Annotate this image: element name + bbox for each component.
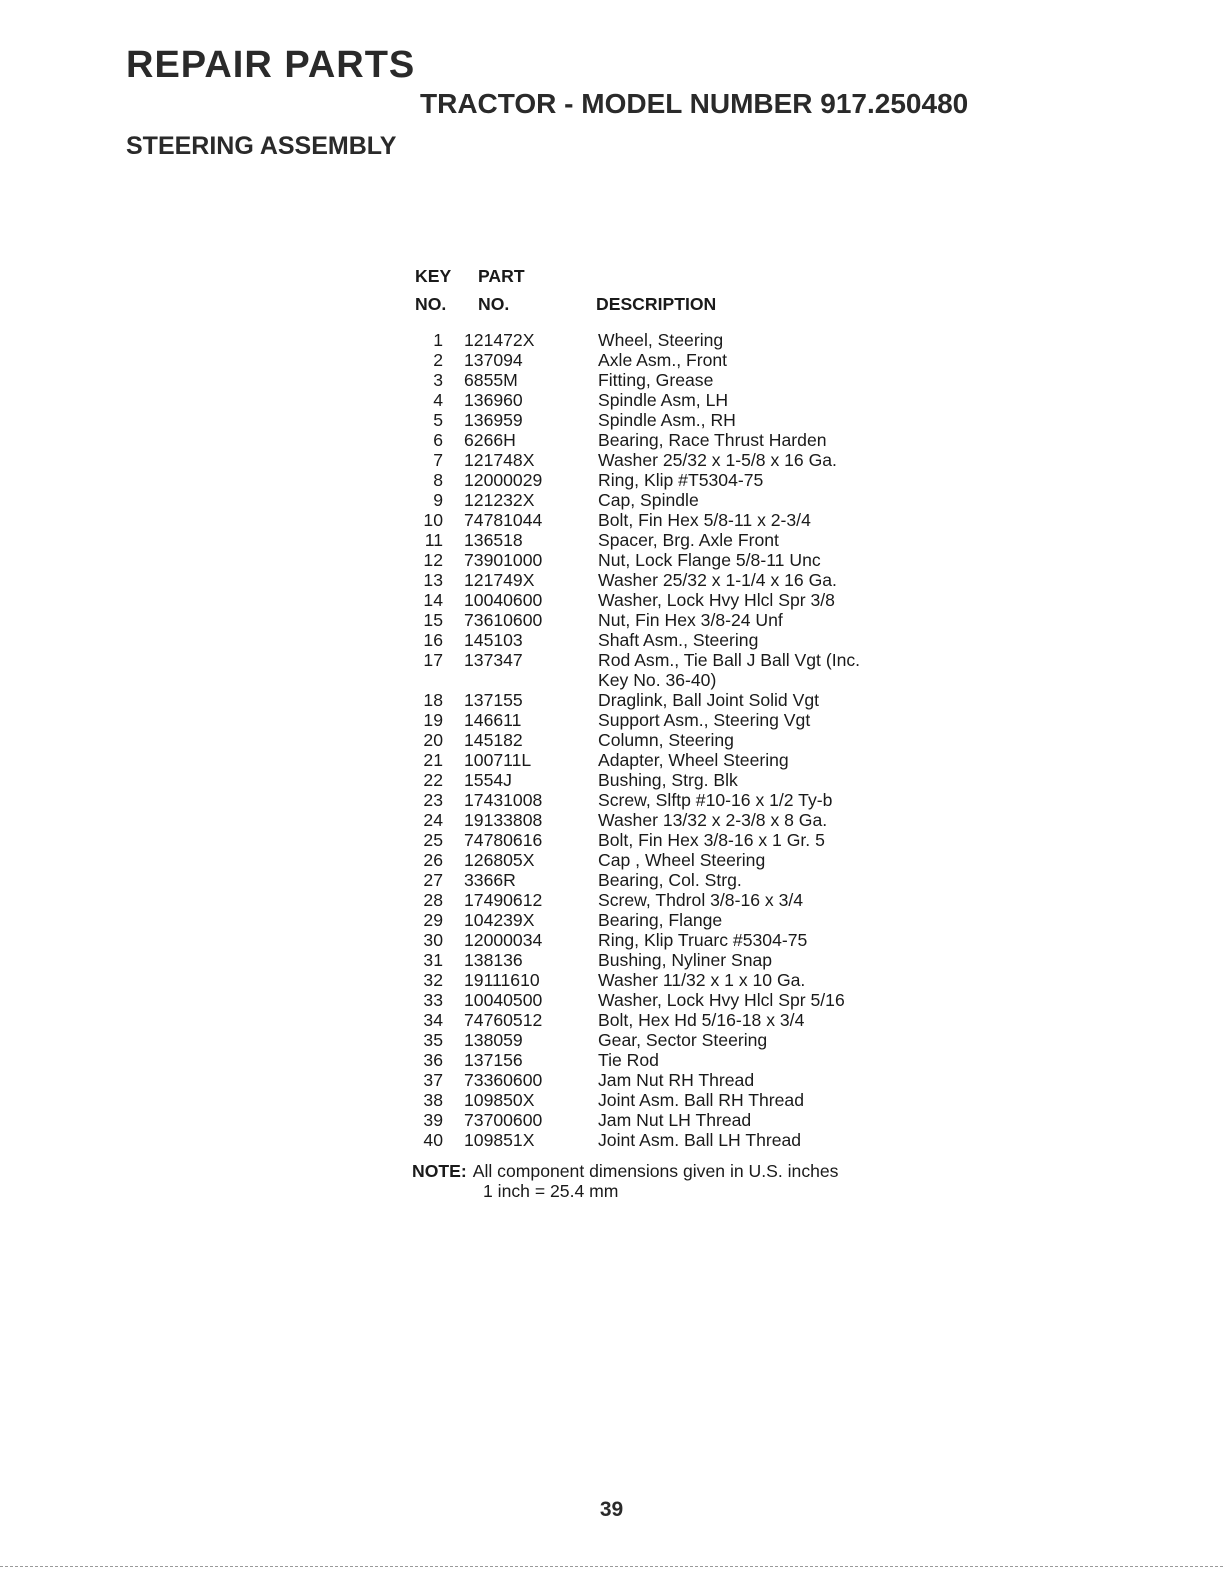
part-description [598,370,935,390]
part-number: 121748X [464,450,535,470]
part-number: 138136 [464,950,523,970]
part-description-line: Bushing, Nyliner Snap [598,950,773,970]
table-row [415,690,935,710]
key-number: 34 [423,1010,443,1030]
key-number: 26 [423,850,443,870]
part-description-line: Nut, Fin Hex 3/8-24 Unf [598,610,783,630]
part-description [598,710,935,730]
part-description [598,890,935,910]
table-row [415,630,935,650]
key-number: 33 [423,990,443,1010]
key-number: 19 [423,710,443,730]
part-description [598,1070,935,1090]
table-row [415,390,935,410]
key-number: 17 [423,650,443,670]
part-number: 104239X [464,910,535,930]
part-description-line: Jam Nut LH Thread [598,1110,752,1130]
table-row [415,890,935,910]
parts-table [415,266,935,1150]
part-number: 10040500 [464,990,543,1010]
key-number: 37 [423,1070,443,1090]
table-row [415,830,935,850]
table-row [415,370,935,390]
part-description [598,550,935,570]
part-description [598,770,935,790]
part-description-line: Nut, Lock Flange 5/8-11 Unc [598,550,821,570]
key-number: 27 [423,870,443,890]
page-number: 39 [599,1498,624,1521]
part-number: 136518 [464,530,523,550]
part-description-line: Fitting, Grease [598,370,714,390]
part-number: 1554J [464,770,512,790]
model-heading: TRACTOR - MODEL NUMBER 917.250480 [420,88,969,119]
key-number: 29 [423,910,443,930]
part-number: 121749X [464,570,535,590]
part-description-line: Ring, Klip #T5304-75 [598,470,764,490]
key-number: 35 [423,1030,443,1050]
key-number: 38 [423,1090,443,1110]
key-no-header-line1: KEY [415,266,452,286]
description-header: DESCRIPTION [596,294,717,314]
part-number: 10040600 [464,590,543,610]
part-description-line: Column, Steering [598,730,734,750]
part-description [598,510,935,530]
key-no-header-line2: NO. [415,294,447,314]
part-number: 73700600 [464,1110,543,1130]
part-description-continuation: Key No. 36-40) [598,670,717,690]
key-number: 31 [423,950,443,970]
table-body [415,330,935,1150]
part-number: 74760512 [464,1010,543,1030]
part-number: 137155 [464,690,523,710]
part-description [598,810,935,830]
part-description-line: Screw, Slftp #10-16 x 1/2 Ty-b [598,790,833,810]
part-description-line: Bolt, Fin Hex 5/8-11 x 2-3/4 [598,510,811,530]
table-row [415,930,935,950]
key-number: 21 [423,750,443,770]
table-row [415,1110,935,1130]
table-row [415,910,935,930]
part-description [598,850,935,870]
table-row [415,510,935,530]
note-line2: 1 inch = 25.4 mm [483,1181,619,1201]
part-description-line: Cap, Spindle [598,490,699,510]
part-description-line: Washer 25/32 x 1-5/8 x 16 Ga. [598,450,837,470]
note-label: NOTE: [412,1161,467,1181]
part-description [598,930,935,950]
key-number: 39 [423,1110,443,1130]
table-row [415,750,935,770]
part-description [598,410,935,430]
table-row [415,430,935,450]
part-description-line: Washer 13/32 x 2-3/8 x 8 Ga. [598,810,828,830]
key-number: 5 [433,410,443,430]
table-row [415,330,935,350]
part-number: 6266H [464,430,516,450]
key-number: 2 [433,350,443,370]
table-row [415,850,935,870]
part-description-line: Washer, Lock Hvy Hlcl Spr 5/16 [598,990,845,1010]
key-number: 6 [433,430,443,450]
part-description [598,1130,935,1150]
table-row [415,1130,935,1150]
part-description-line: Bolt, Hex Hd 5/16-18 x 3/4 [598,1010,805,1030]
key-number: 20 [423,730,443,750]
table-row [415,710,935,730]
part-description-line: Gear, Sector Steering [598,1030,768,1050]
part-description-line: Joint Asm. Ball RH Thread [598,1090,804,1110]
key-number: 13 [423,570,443,590]
part-description [598,650,935,690]
part-number: 137156 [464,1050,523,1070]
part-number: 136960 [464,390,523,410]
part-number: 138059 [464,1030,523,1050]
part-description-line: Shaft Asm., Steering [598,630,759,650]
part-no-header-line2: NO. [478,294,510,314]
bottom-divider [0,1566,1223,1567]
table-row [415,770,935,790]
part-description [598,430,935,450]
part-description-line: Wheel, Steering [598,330,724,350]
part-number: 6855M [464,370,518,390]
part-description-line: Ring, Klip Truarc #5304-75 [598,930,808,950]
key-number: 30 [423,930,443,950]
part-description [598,910,935,930]
key-number: 25 [423,830,443,850]
part-description-line: Support Asm., Steering Vgt [598,710,811,730]
part-number: 145182 [464,730,523,750]
part-description [598,570,935,590]
key-number: 7 [433,450,443,470]
part-description-line: Bearing, Flange [598,910,723,930]
part-description-line: Washer, Lock Hvy Hlcl Spr 3/8 [598,590,835,610]
part-number: 121472X [464,330,535,350]
table-row [415,870,935,890]
part-number: 12000029 [464,470,543,490]
table-row [415,470,935,490]
part-no-header-line1: PART [478,266,525,286]
part-description-line: Screw, Thdrol 3/8-16 x 3/4 [598,890,804,910]
part-description [598,790,935,810]
table-row [415,1030,935,1050]
table-row [415,490,935,510]
part-description [598,630,935,650]
part-description-line: Washer 25/32 x 1-1/4 x 16 Ga. [598,570,837,590]
part-description [598,830,935,850]
part-number: 126805X [464,850,535,870]
note-line1: All component dimensions given in U.S. inches [472,1161,839,1181]
section-heading: STEERING ASSEMBLY [126,132,397,160]
part-description [598,1050,935,1070]
key-number: 28 [423,890,443,910]
table-row [415,790,935,810]
table-row [415,350,935,370]
part-description-line: Tie Rod [598,1050,659,1070]
part-description [598,530,935,550]
part-description-line: Bearing, Col. Strg. [598,870,742,890]
table-row [415,810,935,830]
part-number: 136959 [464,410,523,430]
part-number: 121232X [464,490,535,510]
key-number: 9 [433,490,443,510]
part-description [598,390,935,410]
table-row [415,590,935,610]
note [412,1161,838,1201]
key-number: 18 [423,690,443,710]
part-number: 74781044 [464,510,543,530]
part-number: 146611 [464,710,522,730]
part-number: 19111610 [464,970,540,990]
part-number: 109851X [464,1130,535,1150]
part-number: 19133808 [464,810,543,830]
table-header [415,266,935,322]
key-number: 3 [433,370,443,390]
key-number: 12 [423,550,443,570]
part-number: 73360600 [464,1070,543,1090]
part-description [598,490,935,510]
part-description-line: Spacer, Brg. Axle Front [598,530,779,550]
key-number: 1 [433,330,443,350]
part-description [598,330,935,350]
table-row [415,1070,935,1090]
part-description [598,1030,935,1050]
part-description [598,610,935,630]
key-number: 4 [433,390,443,410]
key-number: 10 [423,510,443,530]
key-number: 11 [424,530,443,550]
part-description [598,970,935,990]
key-number: 8 [433,470,443,490]
table-row [415,990,935,1010]
part-number: 74780616 [464,830,543,850]
key-number: 32 [423,970,443,990]
part-description [598,950,935,970]
part-description [598,590,935,610]
key-number: 15 [423,610,443,630]
table-row [415,610,935,630]
key-number: 14 [423,590,443,610]
table-row [415,550,935,570]
part-description [598,1010,935,1030]
part-number: 12000034 [464,930,543,950]
part-description-line: Axle Asm., Front [598,350,728,370]
key-number: 36 [423,1050,443,1070]
part-description [598,470,935,490]
part-number: 137347 [464,650,523,670]
part-description-line: Cap , Wheel Steering [598,850,766,870]
part-description [598,450,935,470]
part-description-line: Rod Asm., Tie Ball J Ball Vgt (Inc. [598,650,861,670]
part-description [598,1090,935,1110]
part-description [598,990,935,1010]
table-row [415,730,935,750]
part-description-line: Washer 11/32 x 1 x 10 Ga. [598,970,806,990]
part-description [598,1110,935,1130]
part-number: 145103 [464,630,523,650]
part-number: 73610600 [464,610,543,630]
part-description [598,690,935,710]
part-description-line: Jam Nut RH Thread [598,1070,755,1090]
table-row [415,410,935,430]
table-row [415,530,935,550]
part-description-line: Bushing, Strg. Blk [598,770,738,790]
part-description-line: Adapter, Wheel Steering [598,750,789,770]
part-description-line: Bolt, Fin Hex 3/8-16 x 1 Gr. 5 [598,830,825,850]
table-row [415,950,935,970]
key-number: 16 [423,630,443,650]
part-description-line: Spindle Asm, LH [598,390,729,410]
part-description [598,350,935,370]
part-number: 17490612 [464,890,543,910]
part-number: 3366R [464,870,516,890]
page-title: REPAIR PARTS [126,44,416,86]
table-row [415,650,935,690]
part-description-line: Joint Asm. Ball LH Thread [598,1130,802,1150]
table-row [415,970,935,990]
part-description-line: Draglink, Ball Joint Solid Vgt [598,690,820,710]
part-description [598,730,935,750]
part-description [598,750,935,770]
key-number: 22 [423,770,443,790]
part-description-line: Spindle Asm., RH [598,410,736,430]
key-number: 40 [423,1130,443,1150]
key-number: 24 [423,810,443,830]
part-number: 109850X [464,1090,535,1110]
part-number: 100711L [464,750,532,770]
part-number: 73901000 [464,550,543,570]
table-row [415,1090,935,1110]
key-number: 23 [423,790,443,810]
table-row [415,450,935,470]
part-description-line: Bearing, Race Thrust Harden [598,430,827,450]
part-number: 17431008 [464,790,543,810]
part-description [598,870,935,890]
table-row [415,1010,935,1030]
part-number: 137094 [464,350,523,370]
table-row [415,570,935,590]
table-row [415,1050,935,1070]
